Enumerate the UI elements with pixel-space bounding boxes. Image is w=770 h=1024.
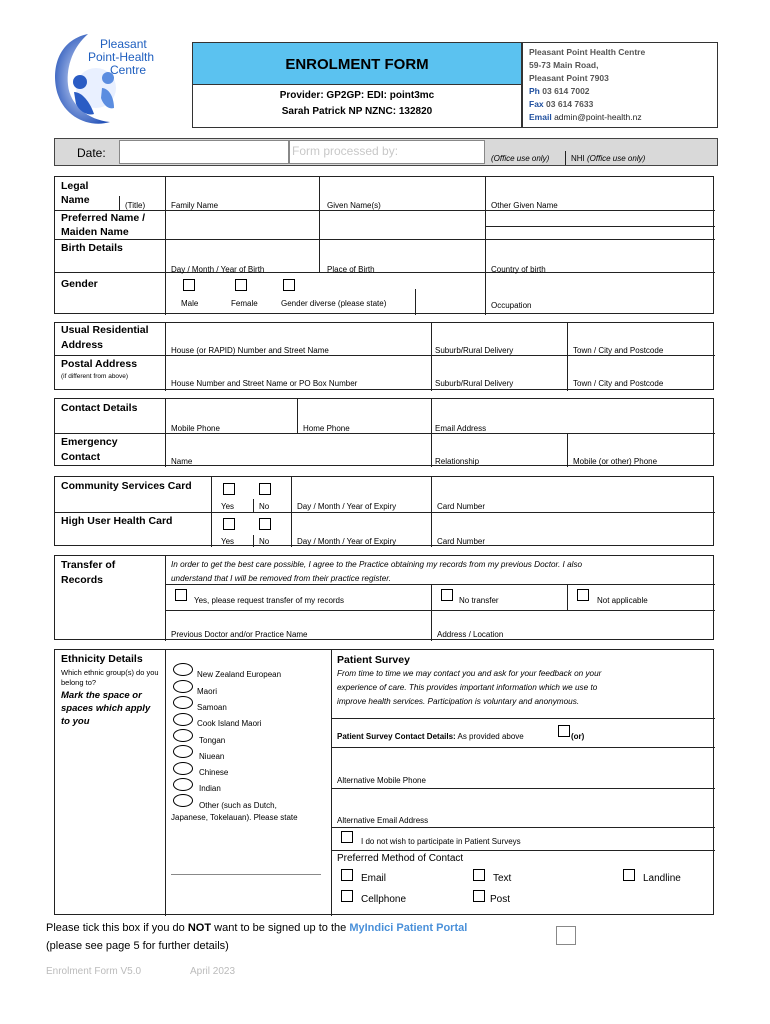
eth-circle-maori[interactable] — [173, 680, 193, 693]
transfer-no-checkbox[interactable] — [441, 589, 453, 601]
logo-line3: Centre — [110, 63, 147, 77]
as-provided-label: As provided above — [457, 732, 524, 741]
title-label: (Title) — [125, 201, 146, 210]
logo-line2: Point-Health — [88, 50, 155, 64]
alt-email-label: Alternative Email Address — [337, 816, 429, 825]
csc-no-checkbox[interactable] — [259, 483, 271, 495]
date-input[interactable] — [119, 140, 289, 164]
footer-date: April 2023 — [190, 966, 236, 977]
contact-section — [54, 398, 714, 466]
eth-label-other-1: Other (such as Dutch, — [199, 801, 277, 810]
nhi-note: (Office use only) — [587, 154, 646, 163]
processed-by-placeholder: Form processed by: — [292, 144, 399, 158]
pref-email-checkbox[interactable] — [341, 869, 353, 881]
eth-circle-tongan[interactable] — [173, 729, 193, 742]
eth-label-samoan: Samoan — [197, 703, 227, 712]
transfer-text-2: understand that I will be removed from their practice register. — [171, 574, 391, 583]
form-title: ENROLMENT FORM — [193, 43, 521, 85]
ethnicity-question: Which ethnic group(s) do you belong to? — [61, 668, 159, 687]
hu-yes-checkbox[interactable] — [223, 518, 235, 530]
pref-cellphone-label: Cellphone — [361, 894, 407, 905]
eth-label-indian: Indian — [199, 784, 221, 793]
survey-optout-checkbox[interactable] — [341, 831, 353, 843]
postal-note: (if different from above) — [61, 373, 129, 380]
email-label: Email — [529, 112, 552, 122]
ec-relationship-label: Relationship — [435, 457, 480, 466]
csc-yes-checkbox[interactable] — [223, 483, 235, 495]
emergency-label: Emergency Contact — [61, 436, 118, 463]
hu-yes-label: Yes — [221, 537, 235, 546]
house-po-label: House Number and Street Name or PO Box Number — [171, 379, 358, 388]
transfer-na-checkbox[interactable] — [577, 589, 589, 601]
other-given-label: Other Given Name — [491, 201, 558, 210]
eth-label-maori: Maori — [197, 687, 218, 696]
fax-label: Fax — [529, 99, 544, 109]
eth-circle-niuean[interactable] — [173, 745, 193, 758]
eth-circle-nz-european[interactable] — [173, 663, 193, 676]
female-label: Female — [231, 299, 258, 308]
hu-number-label: Card Number — [437, 537, 486, 546]
preferred-contact-label: Preferred Method of Contact — [337, 853, 464, 864]
pref-email-label: Email — [361, 873, 387, 884]
transfer-yes-label: Yes, please request transfer of my records — [194, 596, 344, 605]
town-label-2: Town / City and Postcode — [573, 379, 664, 388]
provider-line: Provider: GP2GP: EDI: point3mc — [279, 90, 435, 101]
hu-no-checkbox[interactable] — [259, 518, 271, 530]
pref-text-checkbox[interactable] — [473, 869, 485, 881]
eth-label-nz-european: New Zealand European — [197, 670, 282, 679]
house-rapid-label: House (or RAPID) Number and Street Name — [171, 346, 329, 355]
as-provided-checkbox[interactable] — [558, 725, 570, 737]
ec-mobile-label: Mobile (or other) Phone — [573, 457, 658, 466]
transfer-label: Transfer of Records — [61, 559, 116, 586]
email-address-label: Email Address — [435, 424, 487, 433]
male-label: Male — [181, 299, 199, 308]
dob-label: Day / Month / Year of Birth — [171, 265, 265, 274]
ethnicity-label: Ethnicity Details — [61, 653, 143, 665]
gender-male-checkbox[interactable] — [183, 279, 195, 291]
survey-label: Patient Survey — [337, 654, 410, 666]
gender-label: Gender — [61, 278, 98, 290]
ph-label: Ph — [529, 86, 540, 96]
address-section — [54, 322, 714, 390]
transfer-yes-checkbox[interactable] — [175, 589, 187, 601]
home-phone-label: Home Phone — [303, 424, 350, 433]
eth-circle-chinese[interactable] — [173, 762, 193, 775]
postal-label: Postal Address — [61, 358, 138, 370]
ec-name-label: Name — [171, 457, 193, 466]
eth-label-tongan: Tongan — [199, 736, 226, 745]
ethnicity-survey-section — [54, 649, 714, 915]
cards-section — [54, 476, 714, 546]
logo — [48, 30, 173, 130]
family-name-label: Family Name — [171, 201, 219, 210]
survey-text-3: improve health services. Participation is voluntary and anonymous. — [337, 697, 580, 706]
alt-mobile-label: Alternative Mobile Phone — [337, 776, 426, 785]
practice-addr1: 59-73 Main Road, — [529, 60, 599, 70]
csc-label: Community Services Card — [61, 480, 192, 492]
suburb-label-2: Suburb/Rural Delivery — [435, 379, 514, 388]
eth-label-niuean: Niuean — [199, 752, 225, 761]
or-label: (or) — [571, 732, 585, 741]
title-box — [192, 42, 522, 128]
eth-circle-cook-island[interactable] — [173, 713, 193, 726]
practice-contact — [522, 42, 718, 128]
eth-label-other-2: Japanese, Tokelauan). Please state — [171, 813, 298, 822]
given-name-label: Given Name(s) — [327, 201, 381, 210]
preferred-name-label: Preferred Name / Maiden Name — [61, 212, 146, 238]
legal-name-label: Legal Name — [61, 180, 90, 206]
survey-contact-label: Patient Survey Contact Details: — [337, 732, 456, 741]
birth-details-label: Birth Details — [61, 242, 123, 254]
portal-line-2: (please see page 5 for further details) — [46, 940, 229, 952]
pref-post-label: Post — [490, 894, 511, 905]
fax-value: 03 614 7633 — [546, 99, 594, 109]
transfer-section — [54, 555, 714, 640]
transfer-text-1: In order to get the best care possible, I agree to the Practice obtaining my records from my previous Doctor. I also — [171, 560, 583, 569]
pref-landline-checkbox[interactable] — [623, 869, 635, 881]
survey-text-1: From time to time we may contact you and ask for your feedback on your — [337, 669, 602, 678]
date-row — [54, 138, 718, 166]
pref-landline-label: Landline — [643, 873, 681, 884]
footer-version: Enrolment Form V5.0 — [46, 966, 142, 977]
prev-address-label: Address / Location — [437, 630, 504, 639]
survey-text-2: experience of care. This provides important information which we use to — [337, 683, 598, 692]
nhi-label: NHI — [571, 154, 585, 163]
occupation-label: Occupation — [491, 301, 532, 310]
gender-diverse-checkbox[interactable] — [283, 279, 295, 291]
birth-country-label: Country of birth — [491, 265, 546, 274]
eth-circle-other[interactable] — [173, 794, 193, 807]
portal-line-1: Please tick this box if you do NOT want to be signed up to the MyIndici Patient Portal — [46, 922, 468, 934]
pref-text-label: Text — [493, 873, 512, 884]
prev-doctor-label: Previous Doctor and/or Practice Name — [171, 630, 308, 639]
gender-female-checkbox[interactable] — [235, 279, 247, 291]
personal-section — [54, 176, 714, 314]
suburb-label-1: Suburb/Rural Delivery — [435, 346, 514, 355]
mobile-phone-label: Mobile Phone — [171, 424, 220, 433]
ph-value: 03 614 7002 — [542, 86, 590, 96]
date-label: Date: — [77, 146, 106, 160]
ethnicity-instruction: Mark the space or spaces which apply to you — [61, 690, 151, 727]
csc-no-label: No — [259, 502, 270, 511]
diverse-label: Gender diverse (please state) — [281, 299, 387, 308]
office-use-note: (Office use only) — [491, 154, 550, 163]
hu-label: High User Health Card — [61, 515, 173, 527]
residential-label: Usual Residential Address — [61, 324, 149, 351]
town-label-1: Town / City and Postcode — [573, 346, 664, 355]
pref-cellphone-checkbox[interactable] — [341, 890, 353, 902]
hu-no-label: No — [259, 537, 270, 546]
eth-label-cook-island: Cook Island Maori — [197, 719, 262, 728]
survey-optout-label: I do not wish to participate in Patient Surveys — [361, 837, 521, 846]
transfer-na-label: Not applicable — [597, 596, 648, 605]
transfer-no-label: No transfer — [459, 596, 499, 605]
eth-circle-samoan[interactable] — [173, 696, 193, 709]
hu-expiry-label: Day / Month / Year of Expiry — [297, 537, 397, 546]
eth-label-chinese: Chinese — [199, 768, 229, 777]
csc-expiry-label: Day / Month / Year of Expiry — [297, 502, 397, 511]
portal-link[interactable]: MyIndici Patient Portal — [349, 922, 468, 934]
np-line: Sarah Patrick NP NZNC: 132820 — [281, 106, 433, 117]
logo-line1: Pleasant — [100, 37, 147, 51]
practice-name: Pleasant Point Health Centre — [529, 47, 646, 57]
email-value: admin@point-health.nz — [554, 112, 642, 122]
eth-circle-indian[interactable] — [173, 778, 193, 791]
practice-addr2: Pleasant Point 7903 — [529, 73, 609, 83]
eth-other-line — [171, 874, 321, 875]
pref-post-checkbox[interactable] — [473, 890, 485, 902]
csc-number-label: Card Number — [437, 502, 486, 511]
contact-details-label: Contact Details — [61, 402, 138, 414]
birth-place-label: Place of Birth — [327, 265, 375, 274]
portal-optout-checkbox[interactable] — [556, 926, 576, 945]
csc-yes-label: Yes — [221, 502, 235, 511]
